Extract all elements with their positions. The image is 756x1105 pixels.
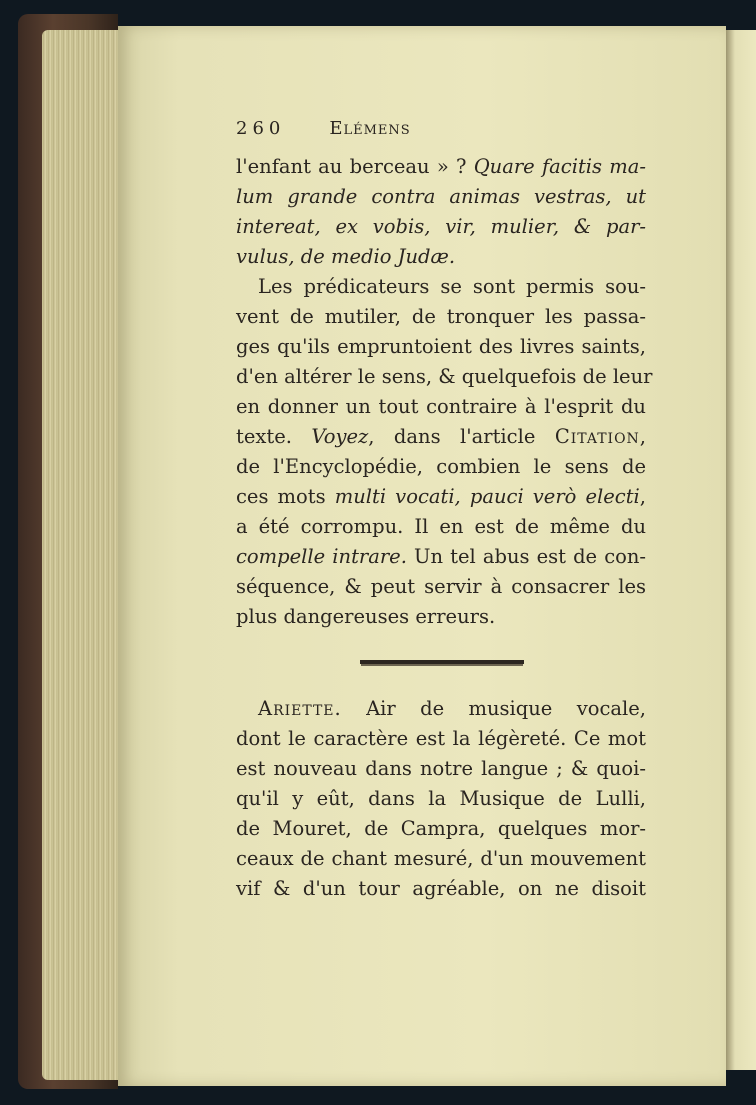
next-page-edge <box>726 30 756 1070</box>
page-text <box>236 118 653 904</box>
entry-term: Ariette. <box>258 697 342 720</box>
running-title: Elémens <box>329 118 411 139</box>
paragraph-ariette: Ariette. Air de musique vocale, dont le caractère est la légèreté. Ce mot est nouveau dans notre langue ; & quoi- qu'il y eût, dans la Musique de Lulli, de Mouret, de Campra, quelques mor- ceaux de chant mesuré, d'un mouvement vif & d'un tour agréable, on ne disoit <box>236 697 646 900</box>
paragraph-quote: l'enfant au berceau » ? Quare facitis ma- lum grande contra animas vestras, ut intereat, ex vobis, vir, mulier, & par- vulus, de medio Judæ. <box>236 155 646 268</box>
running-header <box>236 118 646 152</box>
page-number: 260 <box>236 118 286 139</box>
page-edges <box>42 30 122 1080</box>
paragraph-preachers: Les prédicateurs se sont permis sou- vent de mutiler, de tronquer les passa- ges qu'ils empruntoient des livres saints, d'en altérer le sens, & quelquefois de leur en donner un tout contraire à l'esprit du texte. Voyez, dans l'article Citation, de l'Encyclopédie, combien le sens de ces mots multi vocati, pauci verò electi, a été corrompu. Il en est de même du compelle intrare. Un tel abus est de con- séquence, & peut servir à consacrer les plus dangereuses erreurs. <box>236 275 653 628</box>
